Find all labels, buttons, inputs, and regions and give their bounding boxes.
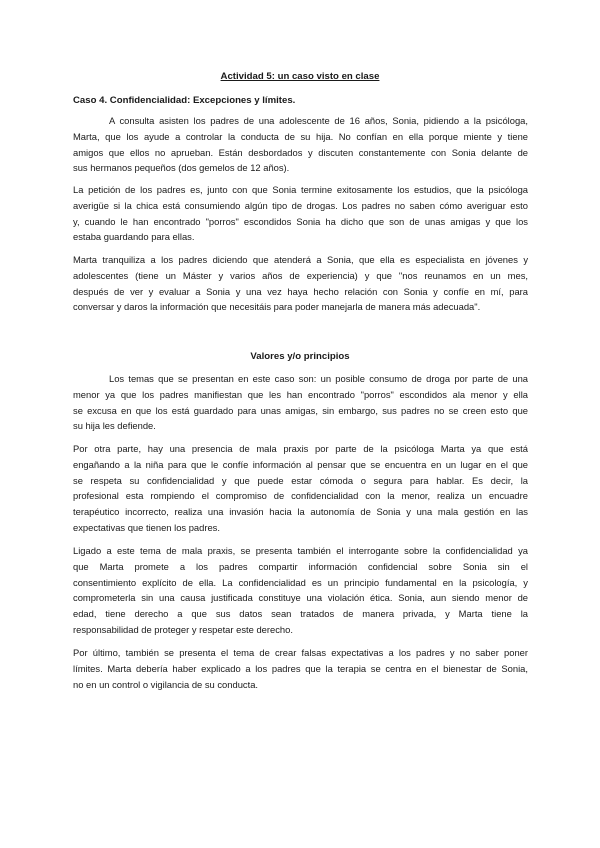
paragraph-expectations	[73, 645, 528, 692]
text-line: límites. Marta debería haber explicado a los padres que la terapia se centra en el bienestar de Sonia,	[73, 662, 528, 674]
text-line: menor ya que los padres manifiestan que les han encontrado "porros" escondidos ala menor y ella	[73, 388, 528, 400]
text-line: estaba guardando para ellas.	[73, 231, 195, 243]
paragraph-case-intro	[73, 113, 528, 176]
paragraph-confidentiality	[73, 543, 528, 638]
paragraph-parents-request	[73, 182, 528, 245]
text-line: expectativas que tienen los padres.	[73, 521, 220, 533]
text-line: Por otra parte, hay una presencia de mala praxis por parte de la psicóloga Marta ya que está	[73, 443, 528, 454]
text-line: que Marta promete a los padres compartir información confidencial sobre Sonia sin el	[73, 560, 528, 572]
text-line: se excusa en que los está guardado para unas amigas, sin embargo, sus padres no se creen esto que	[73, 404, 528, 416]
text-line: engañando a la niña para que le confíe información al pensar que se encuentra en un lugar en el que	[73, 458, 528, 470]
text-line: Marta, que los ayude a controlar la conducta de su hija. No confían en ella porque miente y tiene	[73, 130, 528, 142]
text-line: averigüe si la chica está consumiendo algún tipo de drogas. Los padres no saben cómo averiguar esto	[73, 199, 528, 211]
text-line: La petición de los padres es, junto con que Sonia termine exitosamente los estudios, que la psicóloga	[73, 184, 528, 195]
text-line: sus hermanos pequeños (dos gemelos de 12 años).	[73, 162, 290, 174]
text-line: Marta tranquiliza a los padres diciendo que atenderá a Sonia, que ella es especialista en jóvenes y	[73, 254, 528, 265]
text-line: no en un control o vigilancia de su conducta.	[73, 678, 259, 690]
case-heading: Caso 4. Confidencialidad: Excepciones y límites.	[73, 95, 296, 106]
text-line: se respeta su confidencialidad y que puede estar cómoda o segura para hablar. Es decir, la	[73, 474, 528, 486]
paragraph-malpractice	[73, 441, 528, 536]
text-line: amigos que ellos no aprueban. Están desbordados y discuten constantemente con Sonia delante de	[73, 146, 528, 158]
text-line: Ligado a este tema de mala praxis, se presenta también el interrogante sobre la confidencialidad ya	[73, 545, 528, 556]
text-line: después de ver y evaluar a Sonia y una vez haya hecho relación con Sonia y confíe en mí, para	[73, 285, 528, 297]
text-line: responsabilidad de proteger y respetar este derecho.	[73, 623, 293, 635]
text-line: y, cuando le han encontrado "porros" escondidos Sonia ha dicho que son de unas amigas y que los	[73, 215, 528, 227]
text-line: A consulta asisten los padres de una adolescente de 16 años, Sonia, pidiendo a la psicóloga,	[109, 115, 528, 126]
text-line: edad, tiene derecho a que sus datos sean tratados de manera privada, y Marta tiene la	[73, 608, 528, 620]
text-line: comprometerla sin una causa justificada constituye una violación ética. Sonia, aun siendo menor de	[73, 592, 528, 604]
text-line: su hija les defiende.	[73, 420, 156, 432]
paragraph-marta-response	[73, 252, 528, 315]
text-line: terapéutico incorrecto, realiza una invasión hacia la autonomía de Sonia y una mala gestión en las	[73, 506, 528, 518]
paragraph-topics	[73, 371, 528, 434]
text-line: Los temas que se presentan en este caso son: un posible consumo de droga por parte de una	[109, 373, 528, 384]
text-line: conversar y daros la información que necesitáis para poder manejarla de manera más adecuada".	[73, 301, 481, 313]
text-line: adolescentes (tiene un Máster y varios años de experiencia) y que "nos reunamos en un mes,	[73, 269, 528, 281]
text-line: consentimiento explícito de ella. La confidencialidad es un principio fundamental en la psicología, y	[73, 576, 528, 588]
text-line: Por último, también se presenta el tema de crear falsas expectativas a los padres y no saber poner	[73, 647, 528, 658]
text-line: profesional esta rompiendo el compromiso de confidencialidad con la menor, realiza un encuadre	[73, 490, 528, 502]
section-heading-values: Valores y/o principios	[250, 351, 350, 362]
document-title: Actividad 5: un caso visto en clase	[220, 71, 380, 82]
